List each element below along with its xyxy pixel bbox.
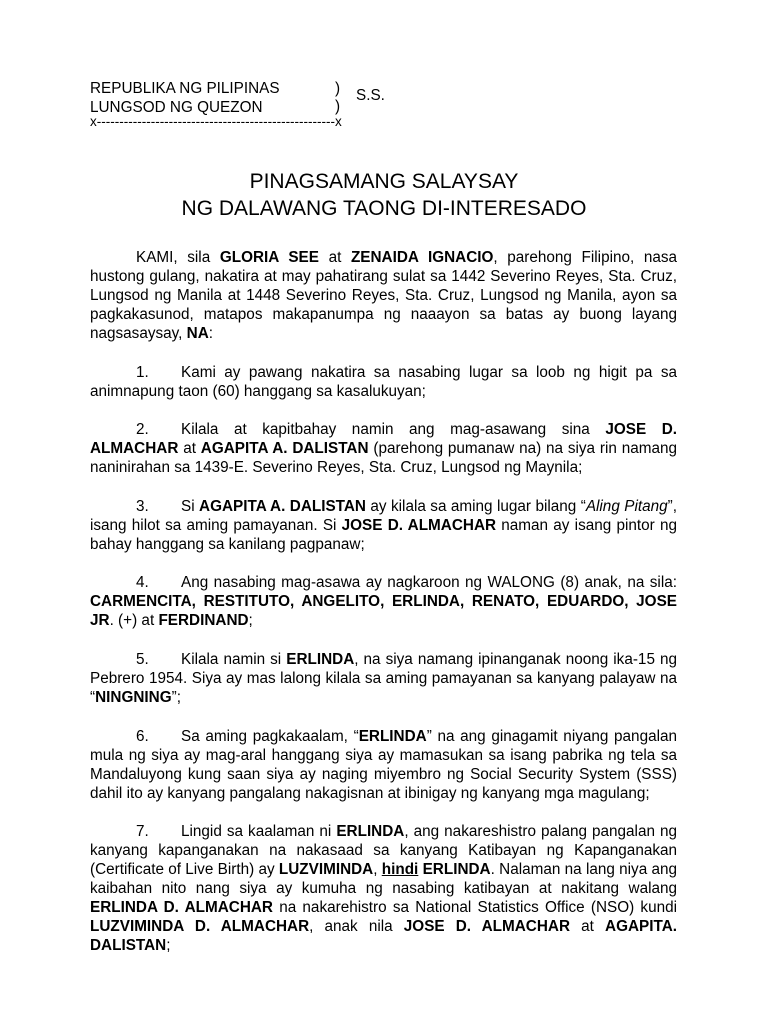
bold-name: JOSE D. ALMACHAR	[90, 421, 678, 458]
document-body	[90, 248, 677, 975]
caption-republic: REPUBLIKA NG PILIPINAS	[90, 80, 280, 97]
paragraph-text: Kilala namin si	[181, 650, 287, 668]
title-line-2: NG DALAWANG TAONG DI-INTERESADO	[181, 197, 587, 220]
paragraph-text: . Nalaman na lang niya ang kaibahan nito nang siya ay kumuha ng nasabing katibayan at nakitang walang	[90, 861, 678, 898]
paragraph-text: (parehong pumanaw na) na siya rin namang naninirahan sa 1439-E. Severino Reyes, Sta. Cruz, Lungsod ng Maynila;	[90, 440, 677, 477]
affiant-name: GLORIA SEE	[219, 249, 319, 266]
bold-name: AGAPITA. DALISTAN	[90, 918, 677, 955]
bold-name: LUZVIMINDA D. ALMACHAR	[90, 918, 310, 936]
paragraph-text: na nakarehistro sa National Statistics Office (NSO) kundi	[272, 899, 677, 917]
paragraph-text: Kilala at kapitbahay namin ang mag-asawang sina	[181, 421, 606, 439]
bold-name: JOSE D. ALMACHAR	[341, 516, 497, 534]
bold-name: ERLINDA	[286, 650, 355, 668]
affiant-name: ZENAIDA IGNACIO	[350, 249, 494, 266]
paragraph-number: 1.	[136, 363, 149, 381]
title-line-1: PINAGSAMANG SALAYSAY	[249, 170, 519, 193]
paragraph-7	[90, 822, 677, 955]
intro-na: NA	[186, 325, 209, 342]
bold-name: NINGNING	[95, 688, 172, 706]
bold-name: FERDINAND	[158, 612, 249, 630]
paragraph-text: Lingid sa kaalaman ni	[181, 823, 337, 841]
paragraph-5	[90, 650, 677, 707]
paragraph-text: , anak nila	[309, 918, 404, 936]
paragraph-4	[90, 573, 677, 630]
paragraph-text: Ang nasabing mag-asawa ay nagkaroon ng WALONG (8) anak, na sila:	[181, 574, 677, 592]
paragraph-1	[90, 363, 677, 401]
paragraph-number: 2.	[136, 421, 149, 439]
paragraph-text: , na siya namang ipinanganak noong ika-15 ng Pebrero 1954. Siya ay mas lalong kilala sa aming pamayanan sa kanyang palayaw na “	[90, 650, 678, 706]
paragraph-2	[90, 420, 677, 477]
paragraph-text: Si	[181, 497, 200, 515]
paragraph-text: Kami ay pawang nakatira sa nasabing lugar sa loob ng higit pa sa animnapung taon (60) hanggang sa kasalukuyan;	[90, 363, 677, 400]
bold-name: AGAPITA A. DALISTAN	[200, 440, 369, 458]
bold-name: LUZVIMINDA	[278, 861, 374, 879]
paragraph-text: ” na ang ginagamit niyang pangalan mula ng siya ay mag-aral hanggang siya ay mamasukan sa isang pabrika ng tela sa Mandaluyong kung saan siya ay naging miyembro ng Social Security System (SSS) dahil ito ay kanyang pangalang nakagisnan at ibinigay ng kanyang mga magulang;	[90, 727, 677, 802]
ss-label: S.S.	[356, 87, 385, 104]
paragraph-number: 3.	[136, 497, 149, 515]
bold-name: ERLINDA	[336, 823, 405, 841]
intro-text: KAMI, sila	[136, 249, 220, 266]
caption-city: LUNGSOD NG QUEZON	[90, 99, 263, 116]
caption-paren: )	[335, 98, 341, 115]
intro-text: at	[318, 249, 351, 266]
paragraph-text: ”;	[171, 688, 181, 706]
bold-name: ERLINDA	[422, 861, 491, 879]
paragraph-text: ”, isang hilot sa aming pamayanan. Si	[90, 497, 677, 534]
caption-divider: x-----------------------------------------------------x	[90, 114, 342, 129]
document-title	[0, 168, 768, 222]
paragraph-text: . (+) at	[109, 612, 159, 630]
caption-paren: )	[335, 80, 341, 97]
intro-text: :	[208, 325, 214, 342]
bold-name: AGAPITA A. DALISTAN	[199, 497, 366, 515]
paragraph-text: ;	[166, 937, 171, 955]
paragraph-3	[90, 497, 677, 554]
venue-caption	[90, 79, 280, 117]
paragraph-text: at	[178, 440, 201, 458]
bold-name: JOSE D. ALMACHAR	[403, 918, 570, 936]
bold-name: ERLINDA D. ALMACHAR	[90, 899, 273, 917]
paragraph-number: 7.	[136, 823, 149, 841]
bold-name: CARMENCITA, RESTITUTO, ANGELITO, ERLINDA, RENATO, EDUARDO, JOSE JR	[90, 593, 677, 630]
nickname-italic: Aling Pitang	[585, 497, 668, 515]
paragraph-text: ;	[248, 612, 253, 630]
paragraph-text: ay kilala sa aming lugar bilang “	[365, 497, 586, 515]
paragraph-number: 5.	[136, 650, 149, 668]
paragraph-number: 4.	[136, 574, 149, 592]
bold-name: ERLINDA	[358, 727, 427, 745]
paragraph-text: ,	[373, 861, 382, 879]
intro-paragraph	[90, 248, 677, 343]
paragraph-number: 6.	[136, 727, 149, 745]
intro-text: , parehong Filipino, nasa hustong gulang, nakatira at may pahatirang sulat sa 1442 Severino Reyes, Sta. Cruz, Lungsod ng Manila at 1448 Severino Reyes, Sta. Cruz, Lungsod ng Manila, ayon sa pagkakasunod, matapos makapanumpa ng naaayon sa batas ay buong layang nagsasaysay,	[90, 249, 678, 342]
paragraph-text: Sa aming pagkakaalam, “	[181, 727, 359, 745]
paragraph-6	[90, 727, 677, 803]
paragraph-text: at	[570, 918, 606, 936]
underlined-hindi: hindi	[381, 861, 419, 879]
paragraph-text: naman ay isang pintor ng bahay hanggang sa kanilang pagpanaw;	[90, 516, 677, 553]
paragraph-text: , ang nakareshistro palang pangalan ng kanyang kapanganakan na nakasaad sa kanyang Katibayan ng Kapanganakan (Certificate of Live Birth) ay	[90, 823, 677, 879]
